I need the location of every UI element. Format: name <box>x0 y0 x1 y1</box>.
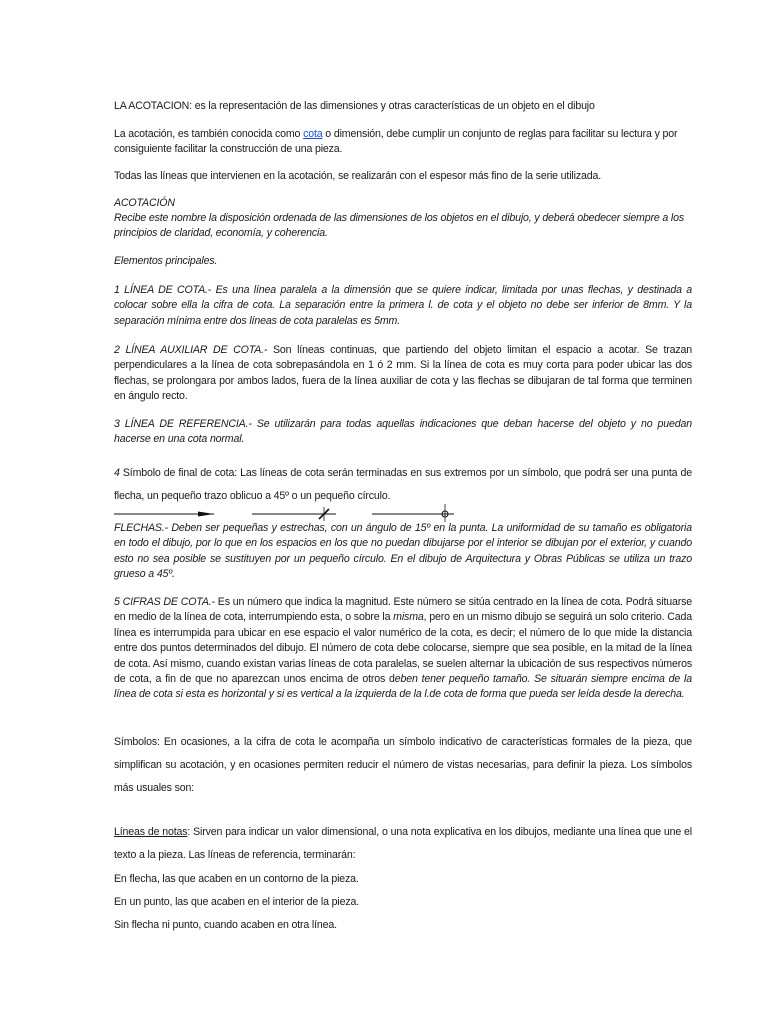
item2-paragraph <box>114 343 692 405</box>
acotacion-body: Recibe este nombre la disposición ordenada de las dimensiones de los objetos en el dibujo, y deberá obedecer siempre a los principios de claridad, economía, y coherencia. <box>114 212 685 240</box>
item3-body: Se utilizarán para todas aquellas indicaciones que deban hacerse del objeto y no puedan hacerse en una cota normal. <box>114 418 692 446</box>
item5-italic-tail: eben tener pequeño tamaño. Se situarán siempre encima de la línea de cota si esta es horizontal y si es vertical a la izquierda de la l.de cota de forma que pueda ser leída desde la derecha. <box>114 673 692 701</box>
oblique-stroke-end-symbol <box>252 507 336 521</box>
also-known-paragraph <box>114 127 692 158</box>
item2-body: Son líneas continuas, que partiendo del objeto limitan el espacio a acotar. Se trazan perpendiculares a la línea de cota sobrepasándola en 1 ó 2 mm. Si la línea de cota es muy corta para poder ubicar las dos flechas, se prolongara por ambos lados, fuera de la línea auxiliar de cota y las flechas se dibujaran de tal forma que terminen en ángulo recto. <box>114 344 692 403</box>
dimension-end-symbols <box>114 503 454 523</box>
also-known-before: La acotación, es también conocida como <box>114 128 304 140</box>
circle-end-symbol <box>372 504 454 522</box>
cota-link[interactable]: cota <box>303 128 323 140</box>
item5-paragraph <box>114 595 692 703</box>
item4-body: Símbolo de final de cota: Las líneas de cota serán terminadas en sus extremos por un símbolo, que podrá ser una punta de flecha, un pequeño trazo oblicuo a 45º o un pequeño círculo. <box>114 467 692 502</box>
simbolos-paragraph: Símbolos: En ocasiones, a la cifra de cota le acompaña un símbolo indicativo de características formales de la pieza, que simplifican su acotación, y en ocasiones permiten reducir el número de vistas necesarias, para definir la pieza. Los símbolos más usuales son: <box>114 736 692 794</box>
item5-body: Es un número que indica la magnitud. Este número se sitúa centrado en la línea de cota. Podrá situarse en medio de la línea de cota, interrumpiendo esta, o sobre la <box>114 596 692 624</box>
item4-num: 4 <box>114 467 120 479</box>
notas-body: : Sirven para indicar un valor dimensional, o una nota explicativa en los dibujos, mediante una línea que une el texto a la pieza. Las líneas de referencia, terminarán: <box>114 826 692 861</box>
arrow-end-symbol <box>114 512 214 517</box>
flechas-paragraph: FLECHAS.- Deben ser pequeñas y estrechas, con un ángulo de 15º en la punta. La uniformidad de su tamaño es obligatoria en todo el dibujo, por lo que en los espacios en los que no puedan dibujarse por el interior se dibujan por el exterior, y cuando esto no sea posible se sustituyen por un pequeño círculo. En el dibujo de Arquitectura y Obras Públicas se utiliza un trazo grueso a 45º. <box>114 522 692 581</box>
item5-body2: , pero en un mismo dibujo se seguirá un solo criterio. Cada línea es interrumpida para ubicar en ese espacio el valor numérico de la cota, es decir; el número de lo que mide la distancia entre dos puntos determinados del dibujo. El número de cota debe colocarse, siempre que sea posible, en la mitad de la línea de cota. Así mismo, cuando existan varias líneas de cota paralelas, se suelen alternar la ubicación de sus respectivos números de cota, a fin de que no aparezcan unos encima de otros d <box>114 611 692 686</box>
notas-label: Líneas de notas <box>114 826 188 838</box>
item5-misma: misma <box>393 611 424 624</box>
item5-label: 5 CIFRAS DE COTA.- <box>114 596 215 608</box>
notas-list-item: Sin flecha ni punto, cuando acaben en otra línea. <box>114 919 337 931</box>
item1-label: 1 LÍNEA DE COTA.- <box>114 284 212 296</box>
item2-label: 2 LÍNEA AUXILIAR DE COTA.- <box>114 344 268 356</box>
item3-label: 3 LÍNEA DE REFERENCIA.- <box>114 418 252 430</box>
acotacion-heading: ACOTACIÓN <box>114 197 175 209</box>
lines-paragraph: Todas las líneas que intervienen en la acotación, se realizarán con el espesor más fino de la serie utilizada. <box>114 170 601 182</box>
item3-paragraph <box>114 417 692 448</box>
notas-list-item: En un punto, las que acaben en el interior de la pieza. <box>114 896 360 908</box>
elements-heading: Elementos principales. <box>114 255 218 267</box>
notas-paragraph <box>114 821 692 867</box>
item1-body: Es una línea paralela a la dimensión que se quiere indicar, limitada por unas flechas, y destinada a colocar sobre ella la cifra de cota. La separación entre la primera l. de cota y el objeto no debe ser inferior de 8mm. Y la separación mínima entre dos líneas de cota paralelas es 5mm. <box>114 284 692 327</box>
item1-paragraph <box>114 283 692 329</box>
item4-paragraph <box>114 462 692 508</box>
also-known-after: o dimensión, debe cumplir un conjunto de reglas para facilitar su lectura y por consiguiente facilitar la construcción de una pieza. <box>114 128 678 156</box>
notas-list-item: En flecha, las que acaben en un contorno de la pieza. <box>114 873 359 885</box>
definition-paragraph: LA ACOTACION: es la representación de las dimensiones y otras características de un objeto en el dibujo <box>114 100 595 112</box>
